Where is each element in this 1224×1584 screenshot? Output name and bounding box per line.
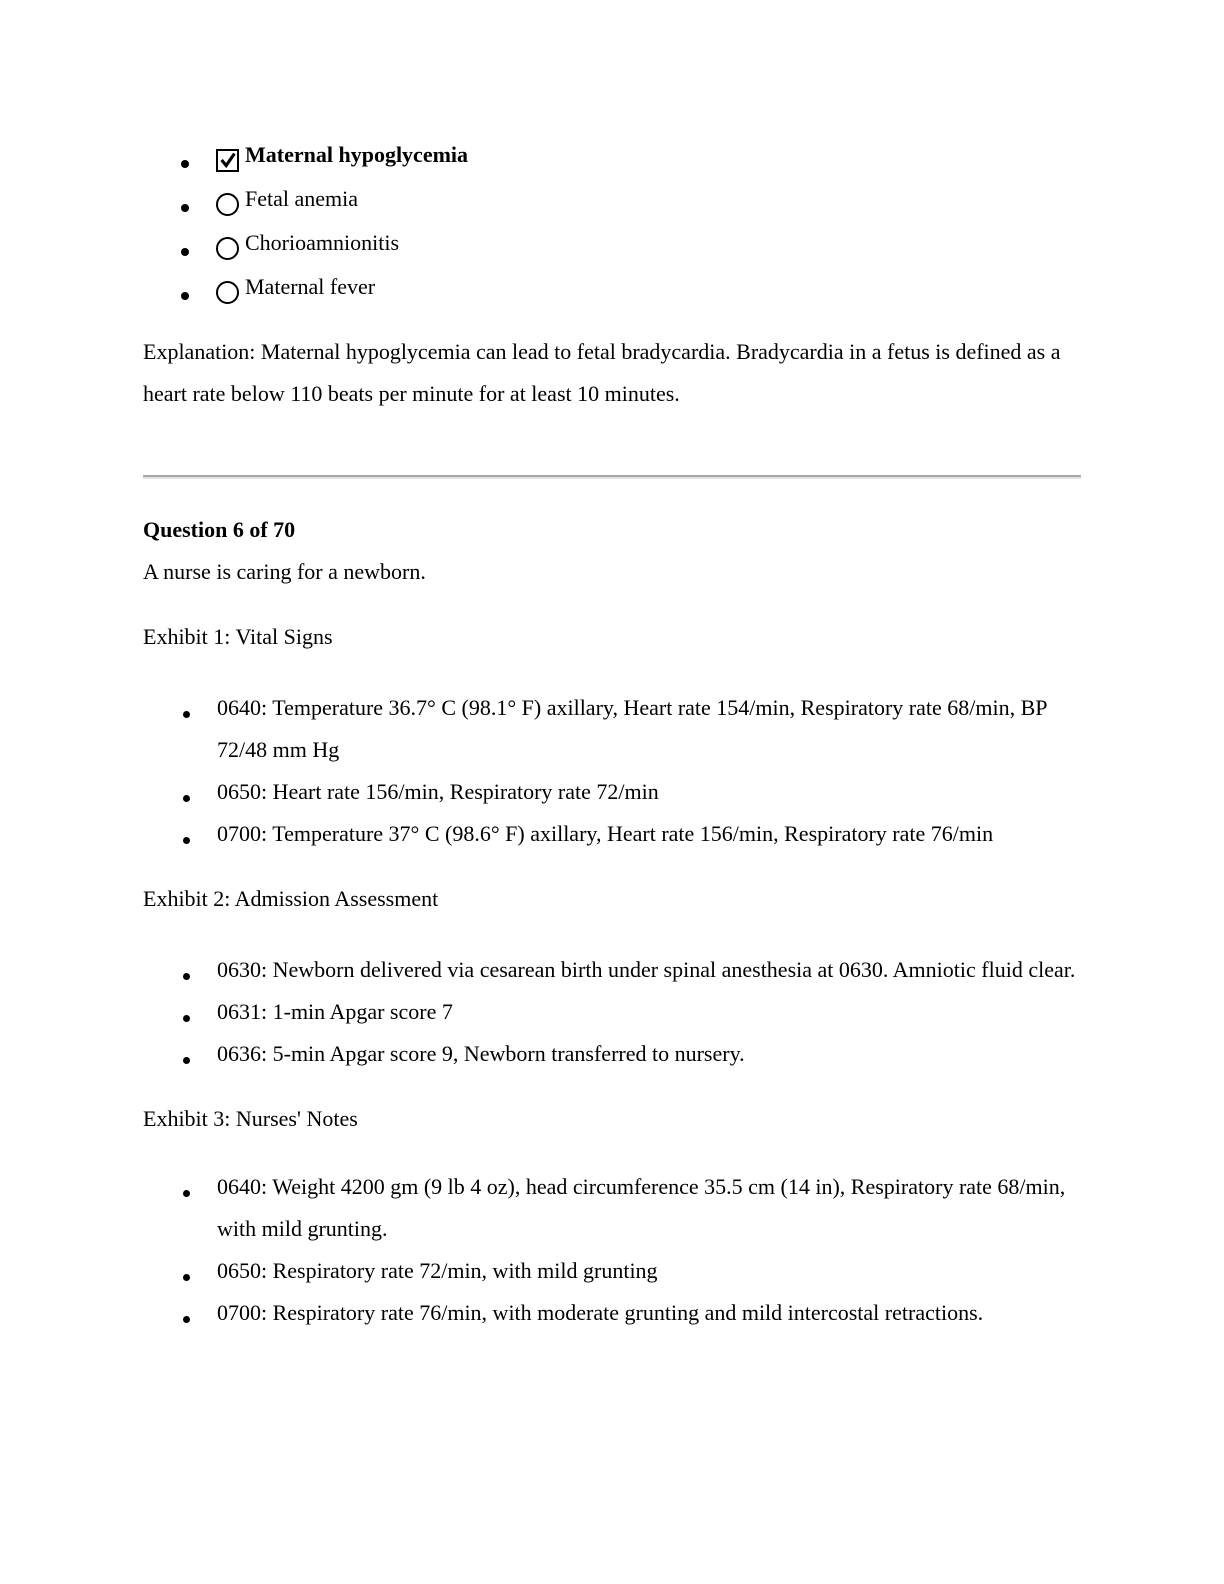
list-item xyxy=(143,1166,1081,1250)
exhibit-1-list xyxy=(143,687,1081,855)
exhibit-3-list xyxy=(143,1166,1081,1334)
list-item xyxy=(143,771,1081,813)
bullet-icon xyxy=(181,248,189,256)
radio-unchecked-icon[interactable] xyxy=(216,193,239,216)
list-item-text: 0700: Temperature 37° C (98.6° F) axillary, Heart rate 156/min, Respiratory rate 76/min xyxy=(217,821,994,846)
list-item xyxy=(143,991,1081,1033)
explanation-text: Explanation: Maternal hypoglycemia can lead to fetal bradycardia. Bradycardia in a fetus is defined as a heart rate below 110 beats per minute for at least 10 minutes. xyxy=(143,339,1061,406)
question-header: Question 6 of 70 xyxy=(143,517,296,542)
exhibit-3-title: Exhibit 3: Nurses' Notes xyxy=(143,1106,358,1131)
page-content xyxy=(143,131,1081,1334)
list-item-text: 0630: Newborn delivered via cesarean birth under spinal anesthesia at 0630. Amniotic fluid clear. xyxy=(217,957,1076,982)
bullet-icon xyxy=(181,204,189,212)
list-item xyxy=(143,1292,1081,1334)
bullet-icon xyxy=(181,292,189,300)
answer-option-maternal-fever[interactable] xyxy=(143,263,1081,307)
list-item xyxy=(143,1033,1081,1075)
bullet-icon xyxy=(183,711,190,718)
question-stem: A nurse is caring for a newborn. xyxy=(143,559,426,584)
list-item-text: 0636: 5-min Apgar score 9, Newborn transferred to nursery. xyxy=(217,1041,745,1066)
answer-option-chorioamnionitis[interactable] xyxy=(143,219,1081,263)
answer-option-label: Fetal anemia xyxy=(245,186,359,211)
exhibit-1-title: Exhibit 1: Vital Signs xyxy=(143,624,333,649)
answer-option-label: Maternal fever xyxy=(245,274,376,299)
list-item-text: 0650: Heart rate 156/min, Respiratory rate 72/min xyxy=(217,779,659,804)
exhibit-2-list xyxy=(143,949,1081,1075)
answer-option-fetal-anemia[interactable] xyxy=(143,175,1081,219)
list-item-text: 0650: Respiratory rate 72/min, with mild grunting xyxy=(217,1258,658,1283)
list-item-text: 0700: Respiratory rate 76/min, with moderate grunting and mild intercostal retractions. xyxy=(217,1300,984,1325)
answer-option-maternal-hypoglycemia[interactable] xyxy=(143,131,1081,175)
list-item xyxy=(143,687,1081,771)
answer-options-list xyxy=(143,131,1081,307)
list-item xyxy=(143,949,1081,991)
section-divider xyxy=(143,475,1081,479)
exhibit-2-title: Exhibit 2: Admission Assessment xyxy=(143,886,439,911)
bullet-icon xyxy=(183,837,190,844)
bullet-icon xyxy=(183,1274,190,1281)
answer-option-label: Chorioamnionitis xyxy=(245,230,399,255)
list-item-text: 0640: Temperature 36.7° C (98.1° F) axillary, Heart rate 154/min, Respiratory rate 68/min, BP 72/48 mm Hg xyxy=(217,695,1047,762)
bullet-icon xyxy=(183,1015,190,1022)
bullet-icon xyxy=(183,1316,190,1323)
list-item-text: 0631: 1-min Apgar score 7 xyxy=(217,999,453,1024)
bullet-icon xyxy=(183,795,190,802)
list-item xyxy=(143,1250,1081,1292)
list-item-text: 0640: Weight 4200 gm (9 lb 4 oz), head circumference 35.5 cm (14 in), Respiratory rate 68/min, with mild grunting. xyxy=(217,1174,1066,1241)
bullet-icon xyxy=(183,1190,190,1197)
radio-unchecked-icon[interactable] xyxy=(216,237,239,260)
answer-option-label: Maternal hypoglycemia xyxy=(245,142,469,167)
bullet-icon xyxy=(183,1057,190,1064)
radio-unchecked-icon[interactable] xyxy=(216,281,239,304)
list-item xyxy=(143,813,1081,855)
bullet-icon xyxy=(181,160,189,168)
bullet-icon xyxy=(183,973,190,980)
checkbox-checked-icon[interactable] xyxy=(216,149,239,172)
